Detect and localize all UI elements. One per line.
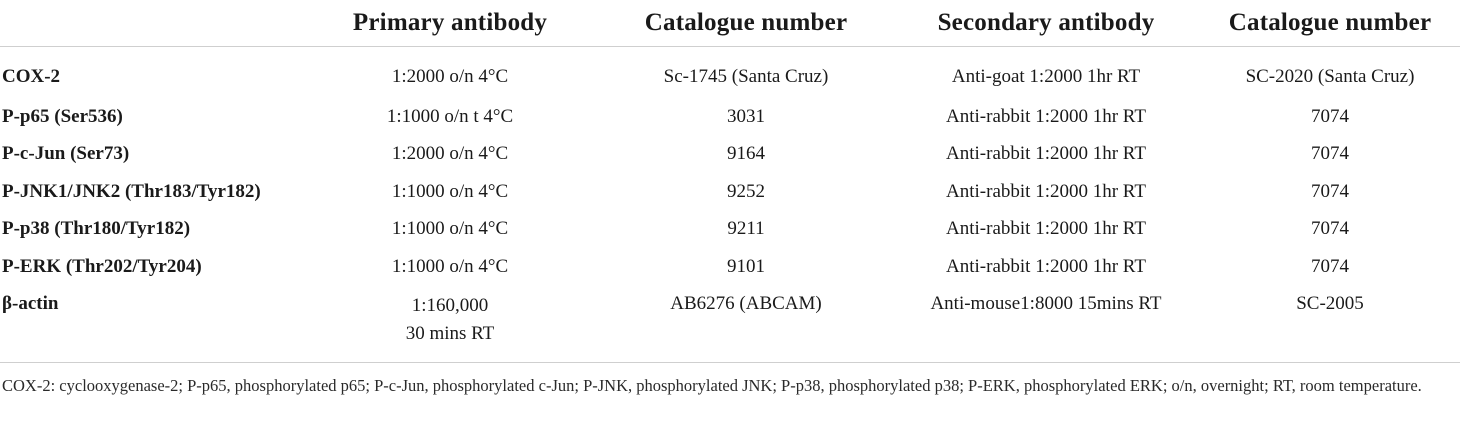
table-row — [0, 103, 1460, 141]
primary-antibody-cell: 1:2000 o/n 4°C — [391, 66, 509, 87]
secondary-catalogue-cell: SC-2020 (Santa Cruz) — [1245, 66, 1415, 87]
primary-catalogue-cell: Sc-1745 (Santa Cruz) — [663, 66, 829, 87]
primary-catalogue-cell: 9252 — [727, 180, 765, 202]
secondary-catalogue-cell: 7074 — [1311, 218, 1349, 239]
table-row — [0, 290, 1460, 362]
secondary-catalogue-cell: SC-2005 — [1200, 290, 1460, 362]
row-label: β-actin — [0, 290, 300, 362]
primary-antibody-line: 30 mins RT — [405, 323, 495, 344]
row-label: P-ERK (Thr202/Tyr204) — [2, 255, 202, 277]
secondary-antibody-cell: Anti-mouse1:8000 15mins RT — [892, 290, 1200, 362]
secondary-antibody-cell: Anti-rabbit 1:2000 1hr RT — [946, 255, 1146, 277]
secondary-antibody-cell: Anti-rabbit 1:2000 1hr RT — [946, 105, 1146, 127]
primary-catalogue-cell: 9101 — [727, 255, 765, 277]
row-label: P-p38 (Thr180/Tyr182) — [2, 218, 191, 239]
table-row — [0, 253, 1460, 291]
header-row — [0, 0, 1460, 47]
row-label: P-JNK1/JNK2 (Thr183/Tyr182) — [2, 180, 261, 202]
primary-antibody-cell — [300, 290, 600, 362]
secondary-antibody-cell: Anti-rabbit 1:2000 1hr RT — [946, 218, 1146, 239]
secondary-catalogue-cell: 7074 — [1311, 180, 1349, 202]
table-footnote: COX-2: cyclooxygenase-2; P-p65, phosphorylated p65; P-c-Jun, phosphorylated c-Jun; P-JNK, phosphorylated JNK; P-p38, phosphorylated p38; P-ERK, phosphorylated ERK; o/n, overnight; RT, room temperature. — [2, 376, 1422, 395]
secondary-antibody-cell: Anti-rabbit 1:2000 1hr RT — [946, 143, 1146, 164]
primary-antibody-cell: 1:1000 o/n 4°C — [391, 255, 509, 277]
header-cell-secondary-catalogue: Catalogue number — [1200, 0, 1460, 47]
table-header — [0, 0, 1460, 47]
header-cell-primary-catalogue: Catalogue number — [600, 0, 892, 47]
primary-antibody-cell: 1:1000 o/n 4°C — [391, 180, 509, 202]
table-row — [0, 47, 1460, 103]
row-label: COX-2 — [2, 66, 61, 87]
primary-antibody-cell: 1:1000 o/n t 4°C — [386, 105, 514, 127]
table-row — [0, 215, 1460, 253]
header-cell-secondary-antibody: Secondary antibody — [892, 0, 1200, 47]
header-cell-primary-antibody: Primary antibody — [300, 0, 600, 47]
secondary-antibody-cell: Anti-rabbit 1:2000 1hr RT — [946, 180, 1146, 202]
primary-catalogue-cell: 9164 — [727, 143, 765, 164]
header-cell-label — [0, 0, 300, 47]
secondary-catalogue-cell: 7074 — [1311, 105, 1349, 127]
primary-catalogue-cell: 9211 — [727, 218, 765, 239]
table-row — [0, 178, 1460, 216]
primary-catalogue-cell: AB6276 (ABCAM) — [600, 290, 892, 362]
primary-antibody-cell: 1:2000 o/n 4°C — [391, 143, 509, 164]
secondary-antibody-cell: Anti-goat 1:2000 1hr RT — [951, 66, 1141, 87]
primary-catalogue-cell: 3031 — [727, 105, 765, 127]
row-label: P-p65 (Ser536) — [2, 105, 123, 127]
primary-antibody-cell: 1:1000 o/n 4°C — [391, 218, 509, 239]
table-body — [0, 47, 1460, 363]
secondary-catalogue-cell: 7074 — [1311, 143, 1349, 164]
table-row — [0, 140, 1460, 178]
row-label: P-c-Jun (Ser73) — [2, 143, 130, 164]
secondary-catalogue-cell: 7074 — [1311, 255, 1349, 277]
primary-antibody-line: 1:160,000 — [411, 295, 489, 316]
